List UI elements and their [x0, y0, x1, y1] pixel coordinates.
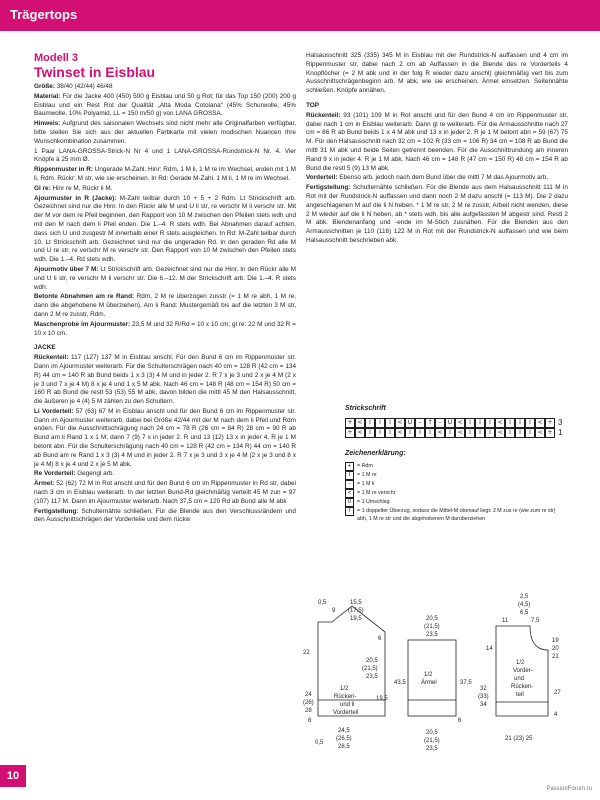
top-label-5: teil [516, 692, 524, 698]
chart-cell: U [445, 418, 455, 428]
paragraph-text: 93 (101) 109 M in Rot anschl und für den Bund 4 cm im Rippenmuster str, dabei nach 1 cm in Eisblau weiterarb. Dann gl re weiterarb. Für die Armausschnitte nach 27 cm = 86 R ab Bund beids 1 x 4 M abk und 13 x in jeder 2. R je 1 M betont abn = 59 (67) 75 M. Für den Halsausschnitt nach 32 cm = 102 R (33 cm = 106 R) 34 cm = 108 R ab Bund die mittl 31 M abk und beide Seiten getrennt beenden. Für die Ausschnittrundung am inneren Rand 9 x in jeder 4. R je 1 M abk. Nach 46 cm = 148 R (47 cm = 150 R) 48 cm = 154 R ab Bund die restl 5 (9) 13 M abk. [306, 111, 568, 172]
top-dim-o: 21 (23) 25 [505, 736, 533, 742]
chart-cell: < [455, 418, 465, 428]
top-dim-b: (4,5) [518, 602, 531, 608]
back-label-2: Rücken- [334, 694, 357, 700]
chart-cell: + [345, 428, 355, 438]
chart-cell: I [475, 428, 485, 438]
paragraph-text: Schulternähte schließen. Für die Blende aus dem Halsausschnitt 111 M in Rot mit der Rundstrick-N auffassen und dann noch 2 M dazu anschl (= 113 M). Die 2 dazu angeschlagenen M auf die li N heben. * 1 M re str, 2 M re zusstr, Arbeit nicht wenden, diese 2 M wieder auf die li N heben, ab * stets wdh, bis alle aufgefassten M abgestr sind. Restl 2 M abk. Blendenanfang und -ende im M-Stich zusnähen. Für die Blenden aus den Armausschnitten je 110 (116) 122 M in Rot mit der Rundstrick-N auffassen und wie beim Halsausschnitt beschrieben abk. [306, 184, 568, 244]
paragraph-heading: Material: [34, 92, 61, 100]
sleeve-dim-i: 23,5 [426, 746, 438, 752]
chart-cell: I [515, 428, 525, 438]
chart-cell: I [375, 428, 385, 438]
dim-b: 9 [332, 608, 336, 614]
chart-title: Strickschrift [345, 405, 386, 412]
page-number: 10 [0, 765, 26, 787]
dim-c: 15,5 [350, 600, 362, 606]
chart-cell: – [415, 418, 425, 428]
paragraph-text: Schulternähte schließen. Für die Blende aus den Verschlussrändern und den Ausschnittschrägen der Vorderteile und dem rückw [34, 507, 296, 524]
paragraph-text: Lt Strickschrift arb. Gezeichnet sind nur die Hinr. In den Rückr alle M und U li str, re verschr M li verschr str. Die 6.–12. M der Strickschrift arb. Die 1.–4. R stets wdh. [34, 265, 296, 291]
paragraph-heading: Li Vorderteil: [34, 407, 74, 415]
top-dim-n: 4 [554, 712, 558, 718]
chart-cell: < [495, 418, 505, 428]
top-dim-l: 34 [480, 702, 487, 708]
chart-cell: < [535, 428, 545, 438]
chart-row-number: 1 [558, 428, 563, 437]
dim-e: 19,5 [350, 616, 362, 622]
legend-text: = 1 M re verschr [357, 490, 396, 496]
top-label-2: Vorder- [513, 668, 533, 674]
chart-cell: + [545, 418, 555, 428]
paragraph-heading: TOP [306, 101, 320, 109]
chart-cell: I [525, 418, 535, 428]
chart-cell: + [345, 418, 355, 428]
dim-l: (26) [303, 700, 314, 706]
paragraph-text: Für die Jacke 400 (450) 500 g Eisblau und 50 g Rot; für das Top 150 (200) 200 g Eisblau und ein Rest Rot der Qualität „Alta Moda Cotolana“ (45% Schurwolle, 45% Baumwolle, 10% Polyamid, LL = 150 m/50 g) von LANA GROSSA. [34, 92, 296, 118]
model-title: Twinset in Eisblau [34, 64, 156, 80]
paragraph-heading: Gl re: [34, 184, 51, 192]
top-dim-e: 7,5 [531, 618, 540, 624]
sleeve-outline [408, 640, 456, 716]
paragraph-heading: Rückenteil: [34, 354, 69, 362]
chart-cell: – [435, 418, 445, 428]
chart-cell: I [465, 418, 475, 428]
chart-cell: < [395, 418, 405, 428]
legend-symbol: < [345, 489, 354, 498]
legend-symbol: I [345, 471, 354, 480]
paragraph-heading: JACKE [34, 344, 56, 352]
legend-title: Zeichenerklärung: [345, 450, 406, 457]
chart-cell: < [355, 418, 365, 428]
paragraph-text: Halsausschnitt 325 (335) 345 M in Eisblau mit der Rundstrick-N auffassen und 4 cm im Rippenmuster str, dabei nach 2 cm ab Auffassen in die Blende des re Vorderteils 4 Knopflöcher (= 2 M abk und in der folg R wieder dazu anschl) gleichmäßig vert bis zum Ausschnittschrägenbeginn arb. M abk, wie sie erscheinen. Ärmel einsetzen. Seitennähte schließen. Knöpfe annähen. [306, 52, 568, 95]
paragraph-heading: Maschenprobe im Ajourmuster: [34, 320, 131, 328]
sleeve-dim-c: 23,5 [426, 632, 438, 638]
chart-cell: I [365, 418, 375, 428]
chart-cell: < [355, 428, 365, 438]
chart-cell: I [445, 428, 455, 438]
paragraph-text: Ebenso arb, jedoch nach dem Bund über die mittl 7 M das Ajourmotiv arb. [337, 174, 549, 182]
top-dim-m: 27 [554, 690, 561, 696]
section-title: Trägertops [10, 7, 78, 22]
chart-cell: I [515, 418, 525, 428]
legend-text: = 1 doppelter Überzug, sodass die Mittel-M obenauf liegt: 2 M zus re (wie zum re str) abh, 1 M re str und die abgehobenen M darüberziehen [357, 508, 556, 523]
paragraph-text: Aufgrund des saisonalen Wechsels sind nicht mehr alle Originalfarben verfügbar, bitte stellen Sie sich aus der aktuellen Farbkarte mit vielen modischen Nuancen Ihre Wunschkombination zusammen. [34, 120, 296, 145]
chart-cell: < [435, 428, 445, 438]
back-label-4: Vorderteil [333, 710, 359, 716]
top-dim-d: 11 [502, 618, 509, 624]
top-dim-a: 2,5 [520, 594, 529, 600]
paragraph-text: M-Zahl teilbar durch 10 + 5 + 2 Rdm. Lt Strickschrift arb. Gezeichnet sind nur die Hinr. In den Rückr alle M und U li str, re verschr M li verschr str. Mit der M vor dem re Pfeil beginnen, den Rapport von 10 M zwischen den Pfeilen stets wdh und mit den M nach dem li Pfeil enden. Die 1.–4. R stets wdh. Bei Abnahmen darauf achten, dass sich U und zusgestr M innerhalb einer R stets ausgleichen. In Rd: M-Zahl teilbar durch 10. Lt Strickschrift arb. Gezeichnet sind nur die ungeraden Rd. In den geraden Rd alle M und U re str, re verschr M re verschr str. Den Rapport von 10 M zwischen den Pfeilen stets wdh. Die 1.–4. Rd stets wdh. [34, 194, 296, 264]
chart-cell: I [485, 418, 495, 428]
paragraph-heading: Ajourmuster in R (Jacke): [34, 194, 117, 202]
dim-n: 19,5 [376, 696, 388, 702]
legend-text: = 1 M re [357, 472, 377, 478]
legend-symbol: – [345, 480, 354, 489]
paragraph-heading: Rückenteil: [306, 111, 341, 119]
chart-cell: I [385, 428, 395, 438]
paragraph-text: 1 Paar LANA-GROSSA-Strick-N Nr 4 und 1 LANA-GROSSA-Rundstrick-N Nr. 4. Vier Knöpfe à 25 mm Ø. [34, 147, 296, 164]
chart-cell: U [405, 418, 415, 428]
paragraph-text: Hinr re M, Rückr li M. [50, 184, 113, 192]
dim-s: 0,5 [315, 740, 324, 746]
paragraph-heading: Vorderteil: [306, 174, 338, 182]
sleeve-dim-f: 6 [458, 718, 462, 724]
back-label-3: und li [340, 702, 355, 708]
sleeve-dim-g: 20,5 [426, 730, 438, 736]
dim-p: 24,5 [338, 728, 350, 734]
chart-cell: I [365, 428, 375, 438]
chart-cell: I [525, 428, 535, 438]
chart-cell: I [505, 418, 515, 428]
paragraph-heading: Größe: [34, 83, 55, 90]
dim-a: 0,5 [318, 600, 327, 606]
sleeve-label-1: 1/2 [424, 672, 433, 678]
chart-cell: I [415, 428, 425, 438]
chart-cell: I [475, 418, 485, 428]
paragraph-heading: Fertigstellung: [34, 507, 79, 515]
dim-g: 6 [378, 636, 382, 642]
sleeve-dim-e: 37,5 [460, 680, 472, 686]
chart-cell: I [465, 428, 475, 438]
chart-cell: I [405, 428, 415, 438]
chart-cell: I [505, 428, 515, 438]
model-label: Modell 3 [34, 52, 79, 64]
paragraph-heading: Ajourmotiv über 7 M: [34, 265, 99, 273]
dim-r: 28,5 [338, 744, 350, 750]
sleeve-dim-a: 20,5 [426, 616, 438, 622]
paragraph-text: Ungerade M-Zahl. Hinr: Rdm, 1 M li, 1 M re im Wechsel, enden mit 1 M li, Rdm. Rückr: M str, wie sie erscheinen. In Rd: Gerade M-Zahl. 1 M li, 1 M re im Wechsel. [34, 166, 296, 182]
chart-cell: < [535, 418, 545, 428]
legend-symbol: + [345, 462, 354, 471]
chart-cell: < [495, 428, 505, 438]
paragraph-text: Gegengl arb. [75, 470, 115, 478]
chart-cell: I [425, 428, 435, 438]
top-label-4: Rücken- [511, 684, 534, 690]
paragraph-text: 117 (127) 137 M in Eisblau anschl. Für den Bund 6 cm im Rippenmuster str. Dann im Ajourmuster weiterarb. Für die Schulterschrägen nach 40 cm = 128 R (42 cm = 134 R) 44 cm = 140 R ab Bund beids 1 x 3 (3) 4 M und in jeder 2. R 7 x je 3 und 2 x je 4 M (2 x je 3 und 7 x je 4 M) 8 x je 4 und 1 x 5 M abk. Nach 46 cm = 148 R (48 cm = 154 R) 50 cm = 160 R ab Bund die restl 53 (53) 55 M abk, davon bilden die mittl 45 M den Halsausschnitt, die äußeren je 4 (4) 5 M zählen zu den Schultern. [34, 354, 296, 406]
paragraph-text: 38/40 (42/44) 46/48 [54, 83, 113, 90]
top-dim-h: 20 [552, 646, 559, 652]
top-dim-f: 14 [486, 646, 493, 652]
legend-text: = Rdm [357, 463, 373, 469]
legend-symbol: ↑ [345, 507, 354, 516]
dim-q: (26,5) [336, 736, 352, 742]
back-label-1: 1/2 [340, 686, 349, 692]
dim-k: 24 [305, 692, 312, 698]
paragraph-heading: Rippenmuster in R: [34, 166, 93, 174]
sleeve-dim-d: 43,5 [394, 680, 406, 686]
chart-cell: < [455, 428, 465, 438]
dim-m: 28 [305, 708, 312, 714]
dim-i: (21,5) [362, 666, 378, 672]
chart-cell: I [485, 428, 495, 438]
chart-cell: + [545, 428, 555, 438]
paragraph-text: Rdm, 2 M re überzogen zusstr (= 1 M re abh, 1 M re, dann die abgehobene M überziehen). Am li Rand: Mustergemäß bis auf die letzten 3 M str, dann 2 M re zusstr, Rdm. [34, 293, 296, 318]
sleeve-dim-h: (21,5) [424, 738, 440, 744]
top-dim-c: 6,5 [520, 610, 529, 616]
paragraph-heading: Fertigstellung: [306, 184, 351, 192]
dim-d: (17,5) [348, 608, 364, 614]
top-dim-j: 32 [480, 686, 487, 692]
paragraph-heading: Betonte Abnahmen am re Rand: [34, 293, 135, 301]
paragraph-heading: Ärmel: [34, 480, 55, 488]
paragraph-heading: Hinweis: [34, 120, 61, 128]
legend-text: = 1 Umschlag [357, 499, 390, 505]
top-label-1: 1/2 [516, 660, 525, 666]
paragraph-heading: Re Vorderteil: [34, 470, 76, 478]
top-dim-g: 19 [552, 638, 559, 644]
chart-cell: I [385, 418, 395, 428]
paragraph-text: 57 (63) 67 M in Eisblau anschl und für den Bund 6 cm im Rippenmuster str. Dann im Ajourmuster weiterarb, dabei bei Größe 42/44 mit der M nach dem li Pfeil und Rdm enden. Für die Ausschnittschrägung nach 24 cm = 78 R (26 cm = 84 R) 28 cm = 90 R ab Bund am li Rand 1 x 1 M, dann 7 (9) 7 x in jeder 2. R und 13 (12) 13 x in jeder 4. R je 1 M betont abn. Für die Schulterschrägung nach 40 cm = 128 R (42 cm = 134 R) 44 cm = 140 R ab Bund am re Rand 1 x 3 (3) 4 M und in jeder 2. R 7 x je 3 und 3 x je 4 M (2 x je 3 und 8 x je 4 M) 8 x je 4 und 2 x je 5 M abk. [34, 407, 296, 468]
watermark: PassionForum.ru [546, 786, 592, 792]
dim-j: 23,5 [366, 674, 378, 680]
dim-o: 6 [308, 718, 312, 724]
top-dim-k: (33) [478, 694, 489, 700]
legend-text: = 1 M li [357, 481, 375, 487]
legend-symbol: U [345, 498, 354, 507]
paragraph-text: 52 (62) 72 M in Rot anschl und für den Bund 6 cm im Rippenmuster in Rd str, dabei nach 3 cm in Eisblau weiterarb. In der letzten Bund-Rd gleichmäßig verteilt 45 M zun = 97 (107) 117 M. Dann im Ajourmuster weiterarb. Nach 37,5 cm = 120 Rd ab Bund alle M abk [34, 480, 296, 505]
top-label-3: und [514, 676, 525, 682]
sleeve-label-2: Ärmel [421, 680, 437, 686]
chart-cell: ↑ [425, 418, 435, 428]
dim-f: 22 [303, 650, 310, 656]
chart-cell: I [375, 418, 385, 428]
sleeve-dim-b: (21,5) [424, 624, 440, 630]
top-dim-i: 21 [552, 654, 559, 660]
dim-h: 20,5 [366, 658, 378, 664]
paragraph-text: 23,5 M und 32 R/Rd = 10 x 10 cm; gl re: 22 M und 32 R = 10 x 10 cm. [34, 320, 296, 337]
chart-cell: < [395, 428, 405, 438]
chart-row-number: 3 [558, 418, 563, 427]
